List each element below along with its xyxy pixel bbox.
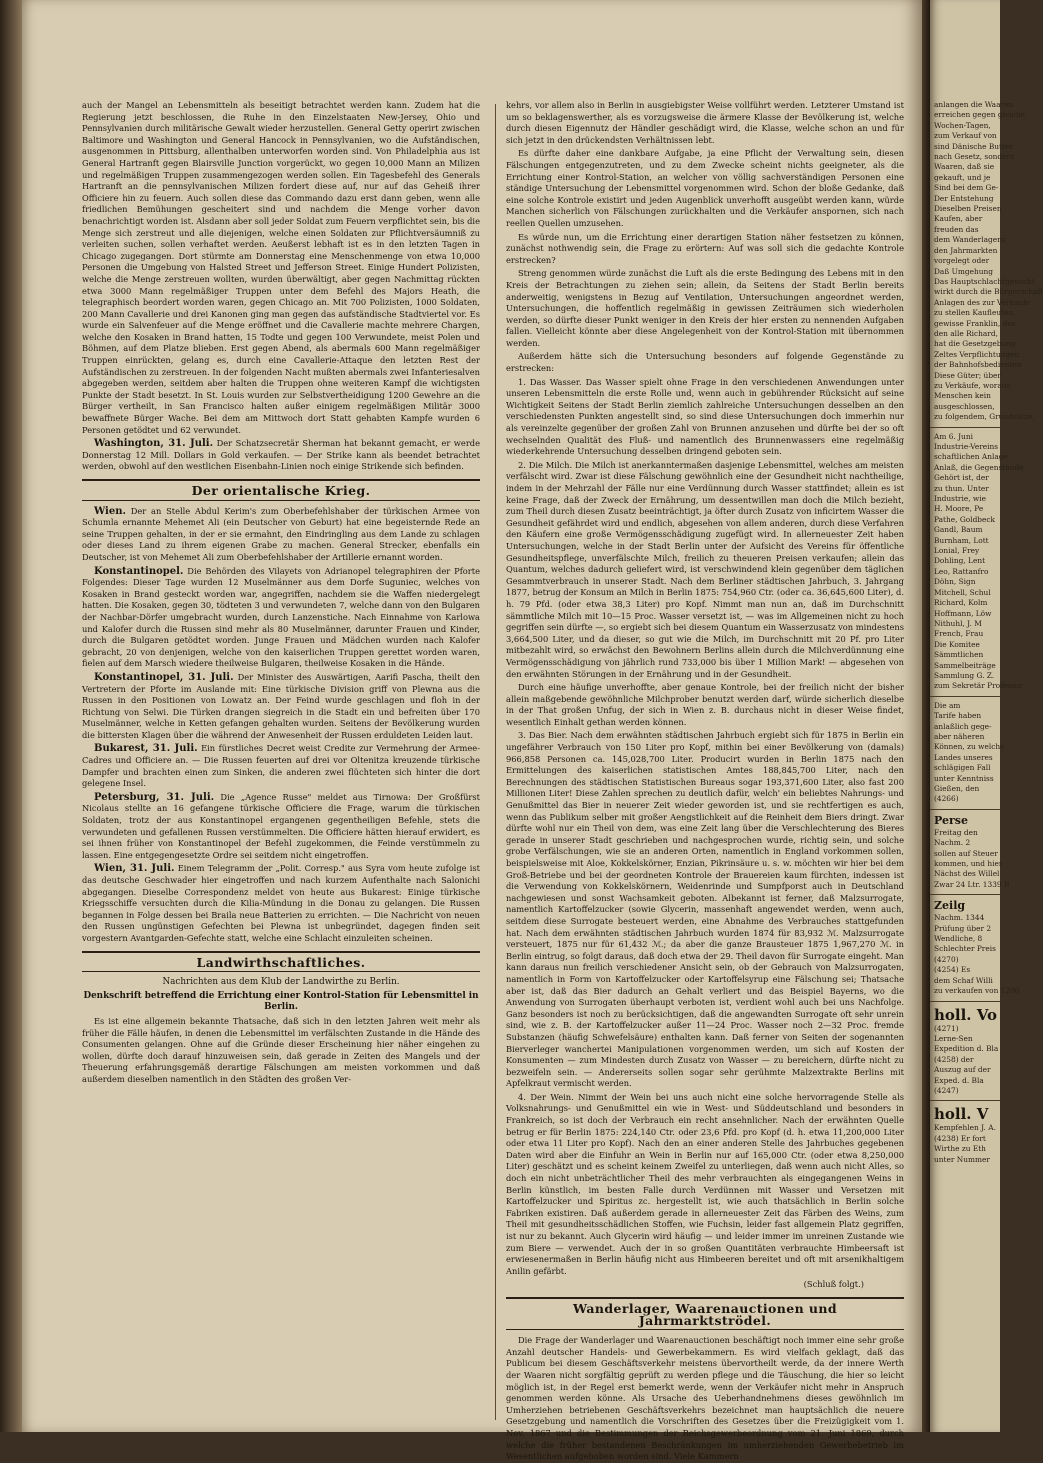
facing-page-line: (4254) Es bbox=[934, 965, 971, 975]
facing-page-line: Industrie, wie bbox=[934, 494, 986, 504]
facing-page-rule bbox=[930, 1001, 1000, 1002]
facing-page-line: dem Wanderlagern bbox=[934, 235, 1006, 245]
facing-page-line: hat die Gesetzgebung bbox=[934, 339, 1016, 349]
facing-page-line: zu thun. Unter bbox=[934, 483, 989, 493]
facing-page-ref: (4270) bbox=[934, 954, 959, 964]
wien-article bbox=[82, 506, 480, 564]
facing-page-line: Hoffmann, Löw bbox=[934, 608, 992, 618]
konstantinopel-article-2 bbox=[82, 672, 480, 742]
facing-page-line: Waaren, daß sie bbox=[934, 162, 995, 172]
konstantinopel-dateline-2: Konstantinopel, 31. Juli. bbox=[94, 671, 234, 683]
facing-page-line: Wendliche, 8 bbox=[934, 934, 983, 944]
facing-page-line: Exped. d. Bla bbox=[934, 1075, 984, 1085]
agriculture-subheading: Nachrichten aus dem Klub der Landwirthe zu Berlin. bbox=[162, 977, 400, 988]
memorandum-title: Denkschrift betreffend die Errichtung einer Kontrol-Station für Lebensmittel in Berlin. bbox=[83, 990, 479, 1013]
facing-page-line: freuden das bbox=[934, 224, 979, 234]
facing-page-line: zu stellen Kaufleuten, bbox=[934, 308, 1016, 318]
milk-control-paragraph: Durch eine häufige unverhoffte, aber genaue Kontrole, bei der freilich nicht der bisher allein maßgebende gewöhnliche Milchprober benutzt werden darf, würde sicherlich dieselbe in der That großen Unfug, der sich in Wien z. B. durchaus nicht in dieser Weise findet, wesentlich Einhalt gethan werden können. bbox=[506, 682, 904, 727]
facing-page-line: Nächst des Willel bbox=[934, 869, 1000, 879]
konstantinopel-dateline-1: Konstantinopel. bbox=[94, 565, 184, 577]
konstantinopel-text-2: Der Minister des Auswärtigen, Aarifi Pascha, theilt den Vertretern der Pforte im Auslande mit: Eine türkische Division griff von Plewna aus die Russen in den Positionen von Lowatz an. Der Feind wurde geschlagen und floh in der Richtung von Selwi. Die Türken drangen siegreich in die Stadt ein und befreiten über 170 Muselmänner, welche in Ketten gefangen gehalten wurden. Seitens der Bevölkerung wurden die bittersten Klagen über die während der Anwesenheit der Russen erduldeten Leiden laut. bbox=[82, 671, 480, 740]
facing-page-line: Nithuhl, J. M bbox=[934, 618, 982, 628]
facing-page-line: Schlechter Preis bbox=[934, 944, 996, 954]
facing-page-heading: holl. Vo bbox=[934, 1005, 998, 1024]
facing-page-line: Wirthe zu Eth bbox=[934, 1144, 986, 1154]
memorandum-continued-2: Es dürfte daher eine dankbare Aufgabe, ja eine Pflicht der Verwaltung sein, diesen Fälschungen entgegenzutreten, und zu dem Zwecke scheint nichts geeigneter, als die Errichtung einer Kontrol-Station, an welcher von völlig sachverständigen Personen eine ständige Untersuchung der Lebensmittel vorgenommen wird. Schon der bloße Gedanke, daß eine solche Kontrole existirt und jeden Augenblick unverhofft ausgeübt werden kann, würde Manchen sicherlich von Fälschungen zurückhalten und die Verkäufer anspornen, sich nach reellen Quellen umzusehen. bbox=[506, 148, 904, 228]
memorandum-continued-3: Es würde nun, um die Errichtung einer derartigen Station näher festsetzen zu können, zunächst nothwendig sein, die Frage zu erörtern: Auf was soll sich die gedachte Kontrole erstrecken? bbox=[506, 231, 904, 265]
facing-page-line: Burnham, Lott bbox=[934, 535, 989, 545]
facing-page-line: Lerne-Sen bbox=[934, 1033, 973, 1043]
newspaper-page bbox=[22, 0, 922, 1462]
facing-page-line: Anlagen des zur Verkaufe bbox=[934, 297, 1031, 307]
facing-page-line: zum Sekretär Professor bbox=[934, 681, 1023, 691]
book-spine-shadow bbox=[922, 0, 930, 1432]
facing-page-line: wirkt durch die Bürgerschaft bbox=[934, 287, 1043, 297]
facing-page-line: Der Entstehung bbox=[934, 193, 994, 203]
facing-page-line: Wochen-Tagen, bbox=[934, 120, 991, 130]
facing-page-line: unter Kenntniss bbox=[934, 773, 994, 783]
left-column bbox=[82, 100, 480, 1420]
milk-section: 2. Die Milch. Die Milch ist anerkanntermaßen dasjenige Lebensmittel, welches am meisten verfälscht wird. Zwar ist diese Fälschung gewöhnlich eine der Gesundheit nicht nachtheilige, indem in der Mehrzahl der Fälle nur eine Verdünnung durch Wasser stattfindet; allein es ist keine Frage, daß der Zweck der Ernährung, um dessentwillen man doch die Milch bezieht, zum Theil durch diesen Zusatz beeinträchtigt, ja öfter durch Zusatz von inficirtem Wasser die Gesundheit gefährdet wird und endlich, abgesehen von allem anderen, durch diese Verfahren den Käufern eine große Vermögensschädigung zugefügt wird. In allerneuester Zeit haben Untersuchungen, welche in der Stadt Berlin unter der Aufsicht des Vereins für öffentliche Gesundheitspflege, unverfälschte Milch, freilich zu theueren Preisen verkaufen; allein das Quantum, welches dadurch geliefert wird, ist verschwindend klein gegenüber dem täglichen Gesammtverbrauch in unserer Stadt. Nach dem Berliner städtischen Jahrbuch, 3. Jahrgang 1877, betrug der Konsum an Milch in Berlin 1875: 754,960 Ctr. (oder ca. 36,645,600 Liter), d. h. 79 Pfd. (oder etwa 38,3 Liter) pro Kopf. Nimmt man nun an, daß im Durchschnitt sämmtliche Milch mit 10—15 Proc. Wasser versetzt ist, — was im Allgemeinen nicht zu hoch gegriffen sein dürfte —, so ergiebt sich bei diesem Quantum ein Wasserzusatz von mindestens 3,664,500 Liter, und da dieser, so gut wie die Milch, im Durchschnitt mit 20 Pf. pro Liter mitbezahlt wird, so erwächst den Bewohnern Berlins allein durch die Milchverdünnung eine Vermögensschädigung von jährlich rund 733,000 bis über 1 Million Mark! — abgesehen von den erwähnten Störungen in der Ernährung und in der Gesundheit. bbox=[506, 459, 904, 679]
petersburg-article bbox=[82, 792, 480, 862]
facing-page-line: Nachm. 2 bbox=[934, 838, 971, 848]
facing-page-line: Zwar 24 Ltr. 1339 R bbox=[934, 879, 1010, 889]
facing-page-line: sollen auf Steuer bbox=[934, 848, 998, 858]
facing-page-rule bbox=[930, 809, 1000, 810]
wien-article-2 bbox=[82, 863, 480, 944]
water-section: 1. Das Wasser. Das Wasser spielt ohne Frage in den verschiedenen Anwendungen unter unseren Lebensmitteln die erste Rolle und, wenn auch in gebührender Rücksicht auf seine Wichtigkeit Seitens der Stadt Berlin ziemlich zahlreiche Untersuchungen desselben an den verschiedensten Punkten angestellt sind, so sind diese Untersuchungen doch immerhin nur als vereinzelte gegenüber der großen Zahl von Brunnen anzusehen und dürfte bei der so oft wechselnden Qualität des Fluß- und namentlich des Brunnenwassers eine regelmäßig wiederkehrende Untersuchung desselben dringend geboten sein. bbox=[506, 376, 904, 457]
facing-page-line: Die Komitee bbox=[934, 639, 980, 649]
facing-page-line: den alle Richard, bbox=[934, 328, 998, 338]
facing-page-line: ausgeschlossen, bbox=[934, 401, 995, 411]
facing-page-line: zu Verkäufe, woraus bbox=[934, 380, 1011, 390]
wien-text: Der an Stelle Abdul Kerim's zum Oberbefehlshaber der türkischen Armee von Schumla ernannte Mehemet Ali (ein Deutscher von Geburt) hat eine begeisternde Rede an seine Truppen gehalten, in der er sie ermahnt, den Eindringling aus dem Lande zu schlagen oder dieses Land zu ihrem eigenen Grabe zu machen. General Strecker, ebenfalls ein Deutscher, ist von Mehemet Ali zum Oberbefehlshaber der Artillerie ernannt worden. bbox=[82, 505, 480, 562]
facing-page-line: Dohling, Lent bbox=[934, 556, 986, 566]
facing-page-line: Daß Umgehung bbox=[934, 266, 993, 276]
right-column bbox=[506, 100, 904, 1462]
section-heading-oriental-war: Der orientalische Krieg. bbox=[82, 479, 480, 501]
facing-page-line: Sämmtlichen bbox=[934, 650, 984, 660]
facing-page-line: Lonial, Frey bbox=[934, 546, 980, 556]
facing-page-line: Anlaß, die Gegenstände bbox=[934, 462, 1024, 472]
facing-page-line: nach Gesetz, sondern bbox=[934, 152, 1015, 162]
facing-page-line: erreichen gegen gleiche bbox=[934, 110, 1025, 120]
facing-page-line: Gießen, den bbox=[934, 784, 980, 793]
facing-page-heading: Perse bbox=[934, 813, 968, 827]
memorandum-continued-1: kehrs, vor allem also in Berlin in ausgiebigster Weise vollführt werden. Letzterer Umstand ist um so beklagenswerther, als es vorzugsweise die ärmere Klasse der Bevölkerung ist, welche durch diesen Eigennutz der Händler geschädigt wird, die Klasse, welche schon an und für sich jetzt in den drückendsten Verhältnissen lebt. bbox=[506, 100, 904, 145]
facing-page-line: vorgelegt oder bbox=[934, 256, 990, 266]
facing-page-rule bbox=[930, 696, 1000, 697]
facing-page-line: Diese Güter; über bbox=[934, 370, 1001, 380]
continuation-note: (Schluß folgt.) bbox=[803, 1279, 864, 1290]
facing-page-line: aber näheren bbox=[934, 731, 985, 741]
beer-section: 3. Das Bier. Nach dem erwähnten städtischen Jahrbuch ergiebt sich für 1875 in Berlin ein ungefährer Verbrauch von 150 Liter pro Kopf, mithin bei einer Bevölkerung von (damals) 966,858 Personen ca. 145,028,700 Liter. Producirt wurden in Berlin 1875 nach den Ermittelungen des kaiserlichen statistischen Amtes 188,845,700 Liter, nach den Berechnungen des städtischen Statistischen Bureaus sogar 193,371,600 Liter, also fast 200 Millionen Liter! Diese Zahlen sprechen zu deutlich dafür, welch' ein beliebtes Nahrungs- und Genußmittel das Bier in neuerer Zeit wieder geworden ist, und sie rechtfertigen es auch, wenn das Publikum selber mit großer Aengstlichkeit auf die Reinheit dem Biers dringt. Zwar dürfte wohl nur ein Theil von dem, was eine Zeit lang über die Verschlechterung des Bieres gerade in unserer Stadt geschrieben und nachgesprochen wurde, richtig sein, und solche grobe Verfälschungen, wie sie an anderen Orten, namentlich in England vorkommen sollen, beispielsweise mit Aloe, Kokkelskörner, Enzian, Pikrinsäure u. s. w. möchten wir hier bei dem Groß-Betriebe und bei der geordneten Kontrole der Brauereien kaum fürchten, indessen ist die Verwendung von Kokkelskörnern, Weidenrinde und Sumpfporst auch in Deutschland nachgewiesen und sonst Wachsamkeit geboten. Albekannt ist ferner, daß Malzsurrogate, namentlich Kartoffelzucker (sowie Glycerin, massenhaft angewendet werden, wenn auch, seitdem diese Surrogate besteuert werden, eine Abnahme des Verbrauches stattgefunden hat. Nach dem erwähnten städtischen Jahrbuch wurden 1874 für 83,932 ℳ. Malzsurrogate versteuert, 1875 nur für 61,432 ℳ.; da aber die ganze Brausteuer 1875 1,967,270 ℳ. in Berlin eintrug, so folgt daraus, daß doch etwa der 29. Theil davon für Surrogate eingeht. Man kann daraus nun freilich verschiedener Ansicht sein, ob der Gebrauch von Malzsurrogaten, namentlich in Form von Kartoffelzucker oder Kartoffelsyrup eine Fälschung sei; Thatsache aber ist, daß das Bier dadurch an Gehalt verliert und das Beispiel Bayerns, wo die Anwendung von Surrogaten überhaupt verboten ist, verdient wohl auch bei uns Nachfolge. Ganz besonders ist noch zu berücksichtigen, daß die angewandten Surrogate oft sehr unrein sind, wie z. B. der Kartoffelzucker außer 11—24 Proc. Wasser noch 2—32 Proc. fremde Substanzen (häufig Schwefelsäure) enthalten kann. Daß ferner von Seiten der sogenannten Bierverleger wanchertei Manipulationen vorgenommen werden, um sich auf Kosten der Konsumenten — zum Mindesten durch Zusatz von Wasser — zu bereichern, dürfte nicht zu bezweifeln sein. — Andererseits sollen sogar sehr gerühmte Malzextrakte Berlins mit Apfelkraut vermischt werden. bbox=[506, 730, 904, 1089]
facing-page-line: Landes unseres bbox=[934, 752, 993, 762]
facing-page-line: unter Nummer bbox=[934, 1154, 990, 1164]
facing-page-line: Zeltes Verpflichtungen bbox=[934, 349, 1020, 359]
petersburg-dateline: Petersburg, 31. Juli. bbox=[94, 791, 215, 803]
facing-page-line: Können, zu welche bbox=[934, 742, 1005, 752]
memorandum-continued-4: Streng genommen würde zunächst die Luft als die erste Bedingung des Lebens mit in den Kreis der Betrachtungen zu ziehen sein; allein, da Seitens der Stadt Berlin bereits anderweitig, wenigstens in Bezug auf Ventilation, Untersuchungen angeordnet werden, Untersuchungen, die hoffentlich regelmäßig in gewissen Zeiträumen sich wiederholen werden, so dürfte dieser Punkt weniger in den Kreis der hier ersten zu nennenden Aufgaben fallen. Vielleicht könnte aber diese Angelegenheit von der Kontrol-Station mit übernommen werden. bbox=[506, 268, 904, 348]
facing-page-line: Kempfehlen J. A. bbox=[934, 1123, 996, 1133]
facing-page-line: Richard, Kolm bbox=[934, 598, 988, 608]
facing-page-line: zu folgendem, Grundsätze, bbox=[934, 412, 1035, 422]
memorandum-text: Es ist eine allgemein bekannte Thatsache, daß sich in den letzten Jahren weit mehr als früher die Fälle häufen, in denen die Lebensmittel im verfälschten Zustande in die Hände des Consumenten gelangen. Ohne auf die Gründe dieser Erscheinung hier näher eingehen zu wollen, dürfte doch darauf hinzuweisen sein, daß gerade in Zeiten des Mangels und der Theuerung erfahrungsgemäß derartige Fälschungen am meisten vorkommen und daß außerdem dieselben namentlich in den Städten des großen Ver- bbox=[82, 1015, 480, 1084]
wien-text-2: Einem Telegramm der „Polit. Corresp." aus Syra vom heute zufolge ist das deutsche Geschwader hier eingetroffen und nach kurzem Aufenthalte nach Salonichi abgegangen. Dieselbe Correspondenz meldet von heute aus Bukarest: Einige türkische Kriegsschiffe versuchten durch die Kilia-Mündung in die Donau zu gelangen. Die Russen begannen in Folge dessen bei Braila neue Batterien zu errichten. — Die Nachricht von neuen den Russen ungünstigen Gefechten bei Plewna ist unbegründet, dagegen finden seit vorgestern Avantgarden-Gefechte statt, welche eine Schlacht einzuleiten scheinen. bbox=[82, 863, 480, 943]
facing-page-line: Pathe, Goldbeck bbox=[934, 514, 996, 524]
facing-page-rule bbox=[930, 1100, 1000, 1101]
section-heading-agriculture: Landwirthschaftliches. bbox=[82, 951, 480, 973]
bukarest-article bbox=[82, 743, 480, 789]
facing-page-line: Expedition d. Bla bbox=[934, 1044, 999, 1054]
facing-page-line: Auszug auf der bbox=[934, 1065, 991, 1075]
facing-page-line: Dieselben Preisen bbox=[934, 204, 1002, 214]
facing-page-line: Freitag den bbox=[934, 827, 978, 837]
facing-page-line: (4238) Er fort bbox=[934, 1133, 986, 1143]
facing-page-line: Prüfung über 2 bbox=[934, 923, 992, 933]
facing-page-line: Sind bei dem Ge- bbox=[934, 183, 999, 193]
facing-page-line: zu verkaufen von 1200 bbox=[934, 986, 1020, 996]
facing-page-line: Das Hauptschlachtgewicht bbox=[934, 276, 1035, 286]
column-divider bbox=[495, 104, 496, 1420]
facing-page-line: Tarife haben bbox=[934, 711, 982, 721]
facing-page-line: gewisse Franklin, des bbox=[934, 318, 1016, 328]
wien-dateline-2: Wien, 31. Juli. bbox=[94, 863, 175, 875]
facing-page-line: Menschen kein bbox=[934, 391, 991, 401]
wine-section: 4. Der Wein. Nimmt der Wein bei uns auch nicht eine solche hervorragende Stelle als Volksnahrungs- und Genußmittel ein wie in West- und Süddeutschland und besonders in Frankreich, so ist doch der Verbrauch ein recht ansehnlicher. Nach der erwähnten Quelle betrug er für Berlin 1875: 224,140 Ctr. oder 23,6 Pfd. pro Kopf (d. h. etwa 11,200,000 Liter oder etwa 11 Liter pro Kopf). Nach den an einer anderen Stelle des Jahrbuches gegebenen Daten wird aber die Einfuhr an Wein in Berlin nur auf 165,000 Ctr. (oder etwa 8,250,000 Liter) geschätzt und es scheint keinem Zweifel zu unterliegen, daß wenn auch nicht Alles, so doch ein nicht unbeträchtlicher Theil des mehr verbrauchten als eingegangenen Weins in Berlin künstlich, im besten Falle durch Verdünnen mit Wasser und Versetzen mit Kartoffelzucker und Spiritus zc. hergestellt ist, wie auch thatsächlich in Berlin solche Fabriken existiren. Daß außerdem gerade in allerneuester Zeit das Färben des Weins, zum Theil mit gesundheitsschädlichen Stoffen, wie Fuchsin, leider fast allgemein Platz gegriffen, ist nur zu bekannt. Auch Glycerin wird häufig — und leider immer im unreinen Zustande wie zum Biere — verwendet. Auch der in so großen Quantitäten verbrauchte Himbeersaft ist erwiesenermaßen in Berlin häufig nicht aus Himbeeren bereitet und oft mit arsenikhaltigem Anilin gefärbt. bbox=[506, 1091, 904, 1276]
facing-page-line: Leo, Rattanfro bbox=[934, 566, 989, 576]
facing-page-line: H. Moore, Pe bbox=[934, 504, 984, 514]
konstantinopel-text-1: Die Behörden des Vilayets von Adrianopel telegraphiren der Pforte Folgendes: Dieser Tage wurden 12 Muselmänner aus dem Dorfe Suguniec, welches von Kosaken in Brand gesteckt worden war, angegriffen, nachdem sie die Waffen niedergelegt hatten. Die Kosaken, gegen 30, tödteten 3 und verwundeten 7, welche dann von den Bulgaren der Nachbar-Dörfer umgebracht wurden, durch Lanzenstiche. Nach Einnahme von Karlowa und Kalofer durch die Russen sind mehr als 80 Muselmänner, darunter Frauen und Kinder, durch die Bulgaren getödtet worden. Junge Frauen und Mädchen wurden nach Kalofer gebracht, 20 von denjenigen, welche von den kaiserlichen Truppen gerettet worden waren, fielen auf dem Marsch wiedere theilweise Bulgaren, theilweise Kosaken in die Hände. bbox=[82, 565, 480, 669]
facing-page-line: (4271) bbox=[934, 1023, 959, 1033]
intro-paragraph: auch der Mangel an Lebensmitteln als beseitigt betrachtet werden kann. Zudem hat die Regierung jetzt beschlossen, die Ruhe in den Einzelstaaten New-Jersey, Ohio und Pennsylvanien durch militärische Gewalt wieder herzustellen. General Getty operirt zwischen Baltimore und Washington und General Hancock in Pennsylvanien, wo die Aufständischen, ausgenommen in Pittsburg, allenthalben unterworfen worden sind. Von Philadelphia aus ist General Hartranft gegen Blairsville Junction vorgerückt, wo gegen 10,000 Mann an Milizen und regelmäßigen Truppen zusammengezogen werden sollen. Ein Tagesbefehl des Generals Hartranft an die pennsylvanischen Milizen fordert diese auf, nur auf das Geheiß ihrer Officiere hin zu feuern. Auch sollen diese das Commando dazu erst dann geben, wenn alle friedlichen Bemühungen gescheitert sind und nachdem die Menge vorher davon benachrichtigt worden ist. Alsdann aber soll jeder Soldat zum Feuern verpflichtet sein, bis die Menge sich zerstreut und alle diejenigen, welche einen Soldaten zur Pflichtversäumniß zu verleiten suchen, sollen verhaftet werden. Aeußerst lebhaft ist es in den letzten Tagen in Chicago zugegangen. Dort stürmte am Donnerstag eine Menschenmenge von etwa 10,000 Personen die Umgebung von Halsted Street und Jefferson Street. Einige Hundert Polizisten, welche die Menge zerstreuen wollten, wurden überwältigt, aber gegen Nachmittag rückten etwa 3000 Mann regelmäßiger Truppen unter dem Befehl des Majors Heath, die telegraphisch beordert worden waren, gegen Chicago an. Mit 700 Polizisten, 1000 Soldaten, 200 Mann Cavallerie und drei Kanonen ging man gegen das aufständische Stadtviertel vor. Es wurde ein Salvenfeuer auf die Menge eröffnet und die Cavallerie machte mehrere Chargen, welche den Kosaken in Brand hatten, 15 Todte und gegen 100 Verwundete, meist Polen und Böhmen, auf dem Platze blieben. Erst gegen Abend, als abermals 600 Mann regelmäßiger Truppen einrückten, gelang es, durch eine Cavallerie-Attaque den letzten Rest der Aufständischen zu zerstreuen. In der folgenden Nacht mußten abermals zwei Infanteriesalven abgegeben werden, seitdem aber halten die Truppen ohne weiteren Kampf die wichtigsten Punkte der Stadt besetzt. In St. Louis wurden zur Selbstvertheidigung 1200 Gewehre an die Bürger vertheilt, in San Francisco halten außer einigem regelmäßigen Militär 3000 bewaffnete Bürger Wache. Bei dem am Mittwoch dort Statt gehabten Kampfe wurden 6 Personen getödtet und 62 verwundet. bbox=[82, 100, 480, 435]
facing-page-line: Mitchell, Schul bbox=[934, 587, 991, 597]
facing-page-line: Nachm. 1344 bbox=[934, 913, 985, 923]
petersburg-text: Die „Agence Russe" meldet aus Tirnowa: Der Großfürst Nicolaus stellte an 16 gefangene türkische Officiere die Frage, warum die türkischen Soldaten, trotz der aus Konstantinopel ergangenen gegentheiligen Befehle, stets die verwundeten und gefallenen Russen verstümmelten. Die Officiere hätten hierauf erwidert, es sei ihnen früher von Konstantinopel der Befehl zugekommen, die Feinde verstümmeln zu lassen. Eine entgegengesetzte Ordre sei seitdem nicht eingetroffen. bbox=[82, 791, 480, 860]
facing-page-line: French, Frau bbox=[934, 629, 984, 639]
wien-dateline: Wien. bbox=[94, 505, 126, 517]
facing-page-line: (4258) der bbox=[934, 1054, 974, 1064]
facing-page-line: zum Verkauf von bbox=[934, 131, 997, 141]
facing-page-block-a bbox=[930, 100, 1043, 1165]
facing-page-ref: (4266) bbox=[934, 794, 959, 804]
facing-page-line: gekauft, und je bbox=[934, 172, 991, 182]
washington-dateline: Washington, 31. Juli. bbox=[94, 438, 214, 450]
facing-page-line: den Jahrmarkten bbox=[934, 245, 998, 255]
facing-page-fragment bbox=[930, 0, 1043, 1432]
facing-page-line: dem Schaf Willi bbox=[934, 975, 993, 985]
facing-page-rule bbox=[930, 894, 1000, 895]
facing-page-line: Die am bbox=[934, 700, 961, 710]
bukarest-text: Ein fürstliches Decret weist Credite zur Vermehrung der Armee-Cadres und Officiere an. — Die Russen feuerten auf drei vor Oltenitza kreuzende türkische Dampfer und brachten einen zum Sinken, die anderen zwei flüchteten sich hinter die dort gelegene Insel. bbox=[82, 743, 480, 789]
facing-page-line: Döhn, Sign bbox=[934, 577, 976, 587]
facing-page-line: Sammelbeiträge bbox=[934, 660, 996, 670]
konstantinopel-article-1 bbox=[82, 566, 480, 670]
section-heading-wanderlager: Wanderlager, Waarenauctionen und Jahrmarktströdel. bbox=[506, 1297, 904, 1330]
facing-page-line: kommen, und hier bbox=[934, 859, 1003, 869]
facing-page-line: schlägigen Fall bbox=[934, 763, 991, 773]
memorandum-continued-5: Außerdem hätte sich die Untersuchung besonders auf folgende Gegenstände zu erstrecken: bbox=[506, 351, 904, 374]
facing-page-ref: (4247) bbox=[934, 1085, 959, 1095]
facing-page-line: sind Dänische Butter bbox=[934, 141, 1013, 151]
facing-page-line: Industrie-Vereins bbox=[934, 442, 999, 451]
facing-page-line: der Bahnhofsbedienten bbox=[934, 360, 1022, 370]
facing-page-heading: Zeilg bbox=[934, 899, 966, 913]
wanderlager-text: Die Frage der Wanderlager und Waarenauctionen beschäftigt noch immer eine sehr große Anzahl deutscher Handels- und Gewerbekammern. Es wird vielfach geklagt, daß das Publicum bei diesem Geschäftsverkehr meistens übervortheilt werde, da der innere Werth der Waaren nicht sorgfältig geprüft zu werden pflege und die Täuschung, die hier so leicht möglich ist, in der Regel erst bemerkt werde, wenn der Verkäufer nicht mehr in Anspruch genommen werden könne. Als Ursache des Ueberhandnehmens dieses gewöhnlich im Umherziehen betriebenen Geschäftsverkehrs bezeichnet man hauptsächlich die neuere Gesetzgebung und namentlich die Vorschriften des Gesetzes über die Freizügigkeit vom 1. Nov. 1867 und die Bestimmungen der Reichsgewerbeordnung vom 21. Juni 1869, durch welche die früher bestandenen Beschränkungen im umherziehenden Gewerbebetrieb im Wesentlichen aufgehoben worden sind. Viele Kammern bbox=[506, 1335, 904, 1462]
facing-page-line: Kaufen, aber bbox=[934, 214, 983, 224]
facing-page-line: Gandl, Baum bbox=[934, 525, 983, 535]
washington-text: Der Schatzsecretär Sherman hat bekannt gemacht, er werde Donnerstag 12 Mill. Dollars in Gold verkaufen. — Der Strike kann als beendet betrachtet werden, obwohl auf den westlichen Eisenbahn-Linien noch einige Strikende sich befinden. bbox=[82, 438, 481, 472]
facing-page-line: anlaßlich gege- bbox=[934, 721, 992, 731]
facing-page-line: anlangen die Waaren bbox=[934, 100, 1014, 109]
facing-page-line: Gehört ist, der bbox=[934, 473, 989, 483]
facing-page-line: Sammlung G. Z. bbox=[934, 670, 995, 680]
facing-page-rule bbox=[930, 427, 1000, 428]
facing-page-heading: holl. V bbox=[934, 1105, 989, 1124]
facing-page-line: Am 6. Juni bbox=[934, 431, 973, 441]
washington-article bbox=[82, 438, 480, 473]
left-binding-edge bbox=[0, 0, 22, 1432]
facing-page-line: schaftlichen Anlage bbox=[934, 452, 1008, 462]
bukarest-dateline: Bukarest, 31. Juli. bbox=[94, 743, 198, 755]
